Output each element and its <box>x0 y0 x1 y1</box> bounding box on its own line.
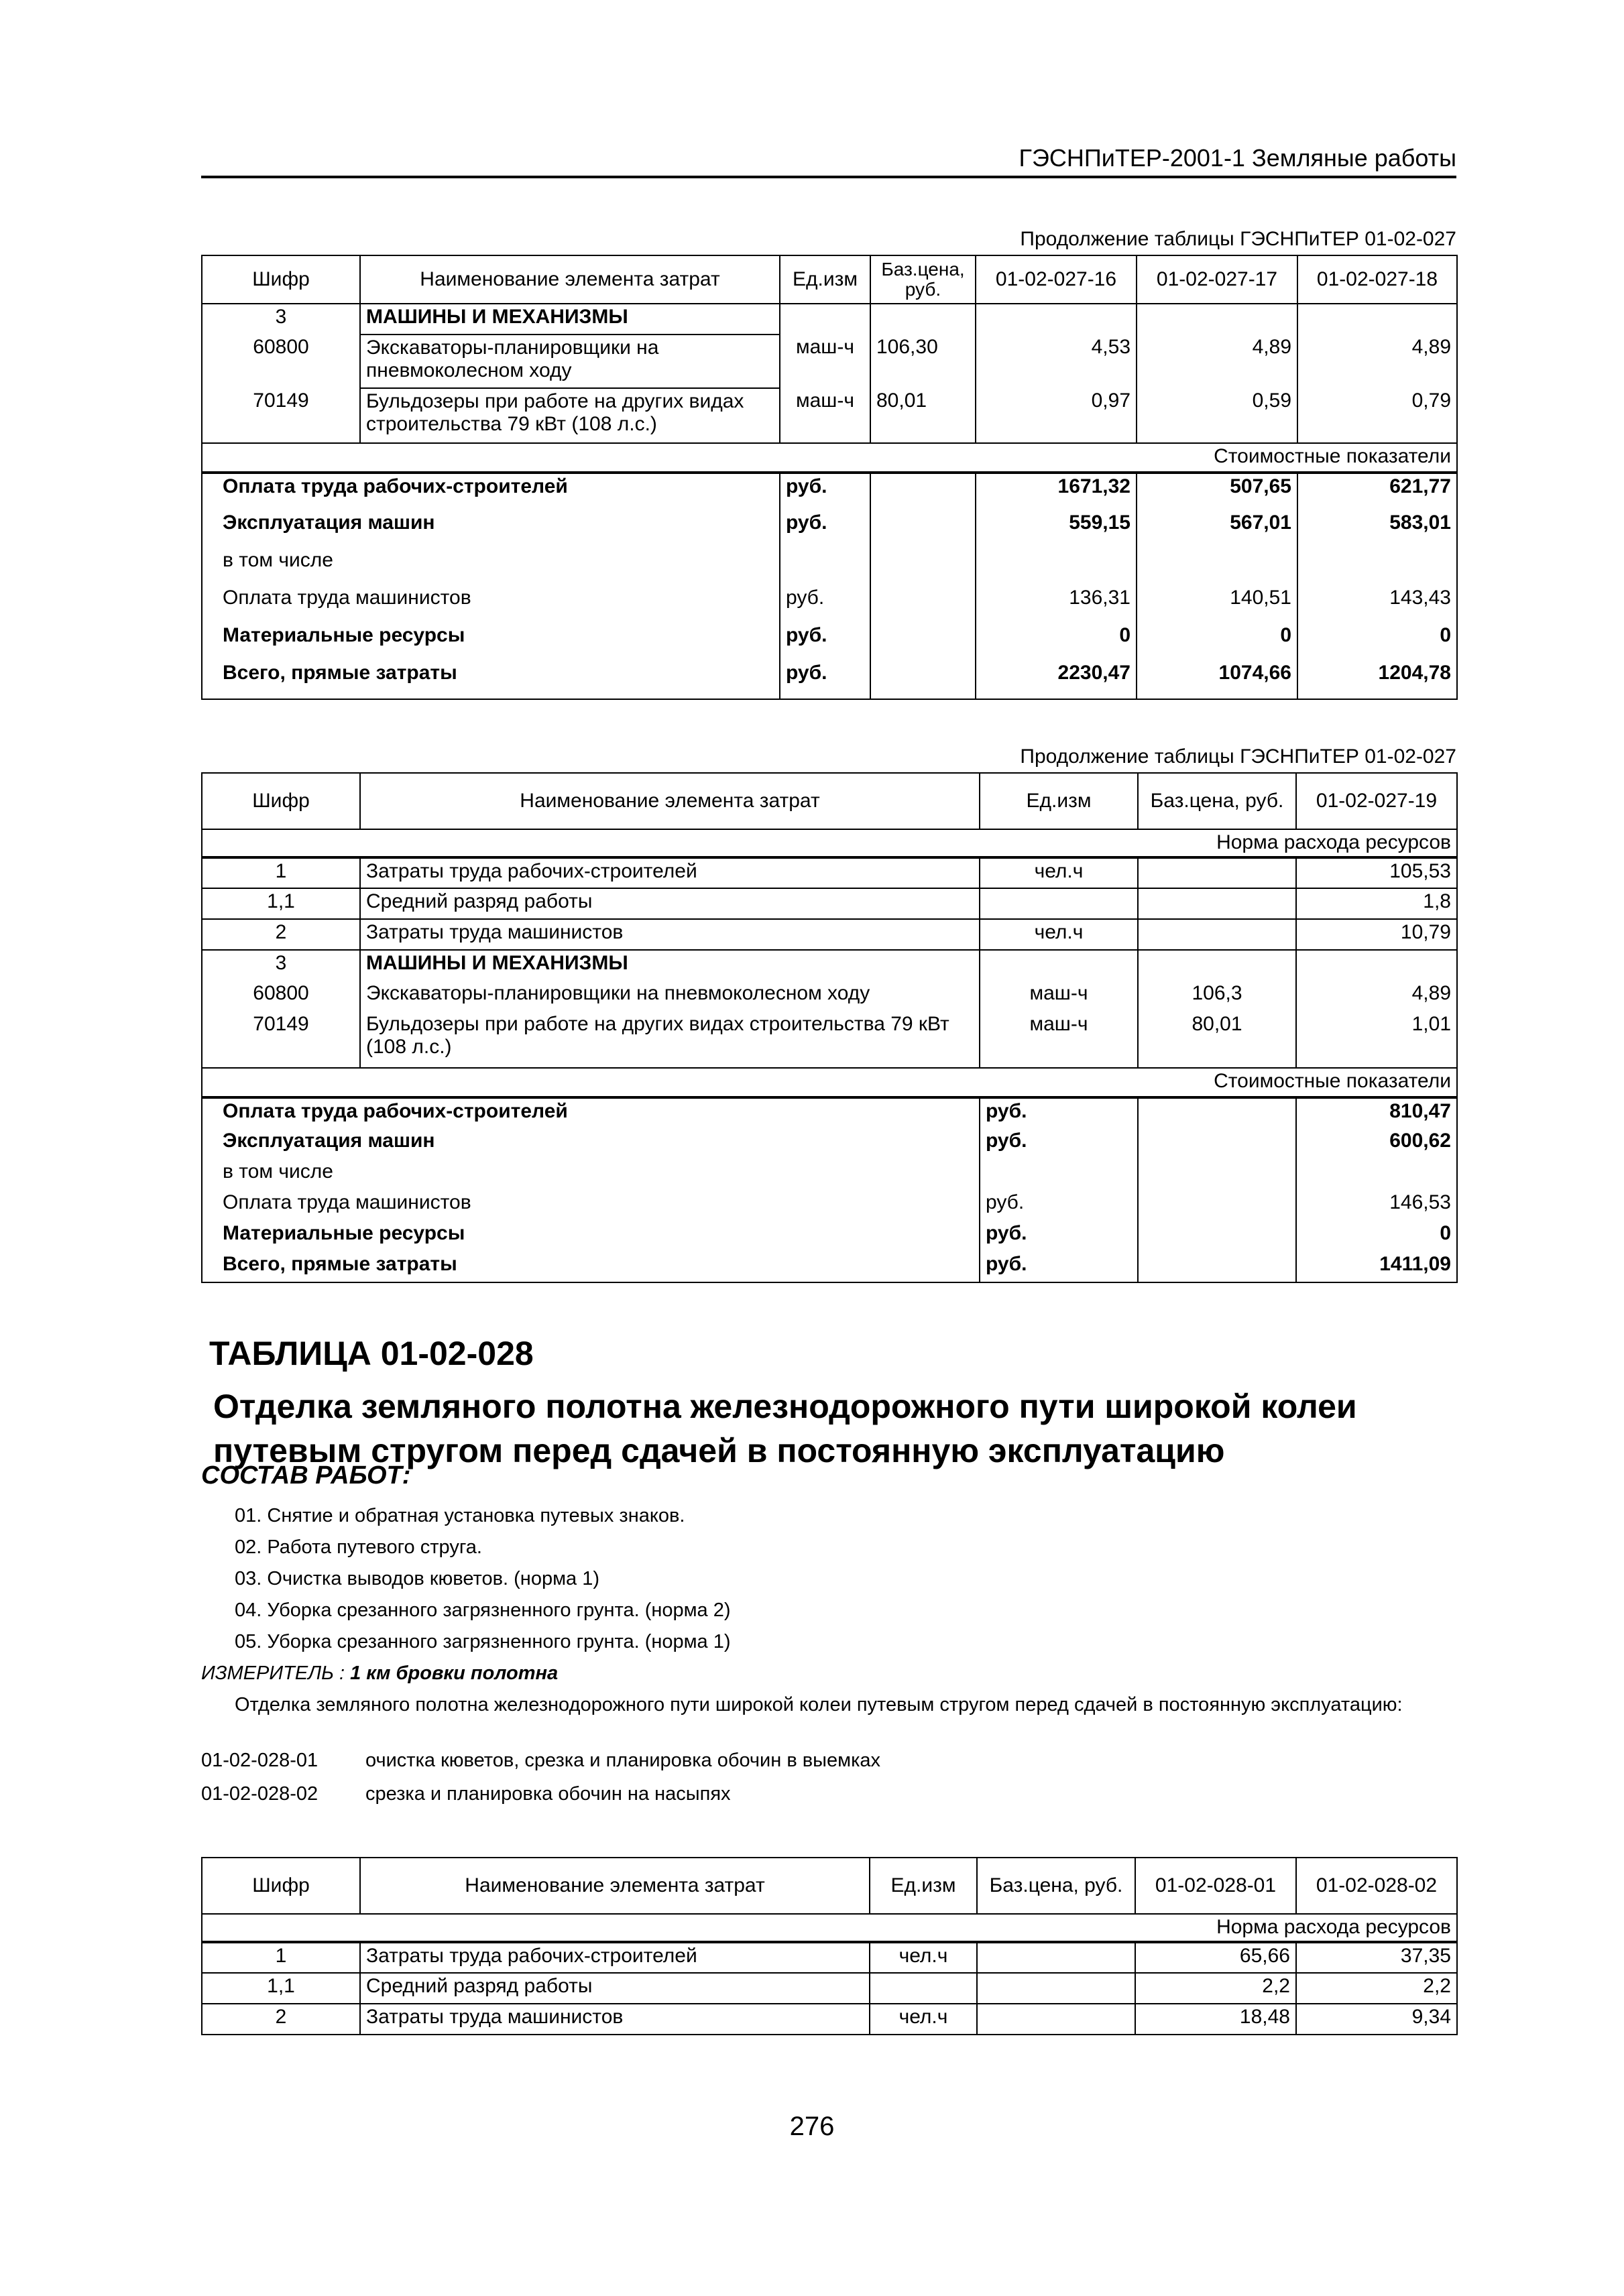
work-item: 03. Очистка выводов кюветов. (норма 1) <box>235 1568 599 1589</box>
value-cell: 1411,09 <box>1296 1252 1457 1282</box>
unit-cell: руб. <box>980 1128 1138 1159</box>
norm-label: Норма расхода ресурсов <box>202 829 1457 857</box>
code-cell: 3 <box>202 304 360 335</box>
cost-row <box>202 1190 1457 1221</box>
value-cell: 2,2 <box>1135 1973 1296 2004</box>
work-item: 02. Работа путевого струга. <box>235 1536 482 1558</box>
col-norm-header: 01-02-027-19 <box>1296 773 1457 829</box>
price-cell <box>870 304 976 335</box>
unit-cell: руб. <box>980 1190 1138 1221</box>
value-cell: 583,01 <box>1297 510 1457 548</box>
value-cell <box>1297 304 1457 335</box>
col-unit-header: Ед.изм <box>870 1858 977 1914</box>
col-unit-header: Ед.изм <box>780 255 870 304</box>
name-cell: Затраты труда рабочих-строителей <box>360 857 980 888</box>
cost-name: Эксплуатация машин <box>202 1128 980 1159</box>
unit-cell: руб. <box>780 623 870 660</box>
table-row <box>202 950 1457 981</box>
price-cell <box>870 510 976 548</box>
running-header: ГЭСНПиТЕР-2001-1 Земляные работы <box>201 141 1456 178</box>
price-cell <box>1138 1252 1296 1282</box>
name-cell: Затраты труда машинистов <box>360 919 980 950</box>
unit-cell <box>870 1973 977 2004</box>
price-cell <box>1138 1190 1296 1221</box>
code-cell: 1,1 <box>202 888 360 919</box>
name-cell: Затраты труда машинистов <box>360 2004 870 2035</box>
price-cell <box>870 660 976 699</box>
norm-label: Норма расхода ресурсов <box>202 1914 1457 1942</box>
cost-section-header <box>202 443 1457 473</box>
name-cell: Затраты труда рабочих-строителей <box>360 1942 870 1973</box>
value-cell: 9,34 <box>1296 2004 1457 2035</box>
unit-cell <box>980 950 1138 981</box>
value-cell <box>1297 548 1457 585</box>
price-cell <box>870 473 976 510</box>
table3 <box>201 1857 1458 2035</box>
value-cell: 37,35 <box>1296 1942 1457 1973</box>
value-cell: 559,15 <box>976 510 1137 548</box>
table-row <box>202 888 1457 919</box>
cost-row <box>202 1159 1457 1190</box>
table2-header-row <box>202 773 1457 829</box>
price-cell <box>977 1942 1135 1973</box>
price-cell <box>1138 1097 1296 1128</box>
work-item: 04. Уборка срезанного загрязненного грунта. (норма 2) <box>235 1599 731 1621</box>
unit-cell: руб. <box>780 510 870 548</box>
cost-row <box>202 585 1457 623</box>
value-cell: 136,31 <box>976 585 1137 623</box>
cost-row <box>202 473 1457 510</box>
value-cell: 143,43 <box>1297 585 1457 623</box>
code-cell: 60800 <box>202 335 360 388</box>
price-cell <box>1138 1159 1296 1190</box>
table2 <box>201 772 1458 1283</box>
name-cell: Средний разряд работы <box>360 1973 870 2004</box>
price-cell <box>870 585 976 623</box>
cost-name: Оплата труда рабочих-строителей <box>202 1097 980 1128</box>
price-cell: 80,01 <box>1138 1012 1296 1068</box>
col-unit-header: Ед.изм <box>980 773 1138 829</box>
value-cell <box>1296 1159 1457 1190</box>
value-cell: 810,47 <box>1296 1097 1457 1128</box>
name-cell: Средний разряд работы <box>360 888 980 919</box>
cost-row <box>202 510 1457 548</box>
price-cell <box>1138 950 1296 981</box>
price-cell <box>1138 888 1296 919</box>
name-cell: Бульдозеры при работе на других видах строительства 79 кВт (108 л.с.) <box>360 1012 980 1068</box>
price-cell <box>977 2004 1135 2035</box>
value-cell: 146,53 <box>1296 1190 1457 1221</box>
cost-name: Оплата труда машинистов <box>202 585 780 623</box>
cost-name: Всего, прямые затраты <box>202 1252 980 1282</box>
price-cell <box>870 548 976 585</box>
code-cell: 70149 <box>202 388 360 443</box>
value-cell: 0 <box>1137 623 1297 660</box>
value-cell: 0,79 <box>1297 388 1457 443</box>
value-cell: 140,51 <box>1137 585 1297 623</box>
col-code-header: Шифр <box>202 773 360 829</box>
unit-cell: руб. <box>780 660 870 699</box>
price-cell: 106,3 <box>1138 981 1296 1012</box>
col-price-header: Баз.цена, руб. <box>977 1858 1135 1914</box>
value-cell: 65,66 <box>1135 1942 1296 1973</box>
unit-cell: маш-ч <box>780 335 870 388</box>
unit-cell: руб. <box>980 1252 1138 1282</box>
unit-cell <box>780 548 870 585</box>
value-cell: 10,79 <box>1296 919 1457 950</box>
price-cell <box>1138 919 1296 950</box>
col-norm-header: 01-02-028-02 <box>1296 1858 1457 1914</box>
value-cell: 4,53 <box>976 335 1137 388</box>
value-cell: 0,59 <box>1137 388 1297 443</box>
table-row <box>202 857 1457 888</box>
cost-label: Стоимостные показатели <box>202 1068 1457 1097</box>
col-price-header: Баз.цена, руб. <box>870 255 976 304</box>
code-cell: 60800 <box>202 981 360 1012</box>
col-norm-header: 01-02-027-18 <box>1297 255 1457 304</box>
unit-cell: маш-ч <box>980 1012 1138 1068</box>
table1 <box>201 255 1458 700</box>
price-cell: 106,30 <box>870 335 976 388</box>
cost-row <box>202 548 1457 585</box>
cost-row <box>202 623 1457 660</box>
value-cell <box>976 548 1137 585</box>
value-cell: 1,01 <box>1296 1012 1457 1068</box>
section-title: ТАБЛИЦА 01-02-028 <box>209 1335 534 1372</box>
norm-section-header <box>202 1914 1457 1942</box>
cost-row <box>202 1128 1457 1159</box>
value-cell: 567,01 <box>1137 510 1297 548</box>
col-code-header: Шифр <box>202 255 360 304</box>
value-cell: 507,65 <box>1137 473 1297 510</box>
name-cell: МАШИНЫ И МЕХАНИЗМЫ <box>360 950 980 981</box>
name-cell: Бульдозеры при работе на других видах строительства 79 кВт (108 л.с.) <box>360 388 780 443</box>
measure-line <box>201 1663 558 1685</box>
cost-label: Стоимостные показатели <box>202 443 1457 473</box>
value-cell: 1671,32 <box>976 473 1137 510</box>
value-cell <box>976 304 1137 335</box>
section-subtitle: Отделка земляного полотна железнодорожного пути широкой колеи путевым стругом перед сдачей в постоянную эксплуатацию <box>213 1388 1357 1469</box>
value-cell: 1,8 <box>1296 888 1457 919</box>
code-cell: 1 <box>202 1942 360 1973</box>
unit-cell: руб. <box>780 585 870 623</box>
measure-label: ИЗМЕРИТЕЛЬ : <box>201 1663 345 1684</box>
unit-cell: руб. <box>780 473 870 510</box>
table2-caption: Продолжение таблицы ГЭСНПиТЕР 01-02-027 <box>1020 745 1456 768</box>
col-norm-header: 01-02-027-16 <box>976 255 1137 304</box>
col-norm-header: 01-02-028-01 <box>1135 1858 1296 1914</box>
price-cell <box>1138 1221 1296 1252</box>
value-cell: 18,48 <box>1135 2004 1296 2035</box>
value-cell: 1074,66 <box>1137 660 1297 699</box>
code-number: 01-02-028-02 <box>201 1783 318 1805</box>
price-cell <box>977 1973 1135 2004</box>
code-text: срезка и планировка обочин на насыпях <box>365 1783 731 1805</box>
value-cell <box>1137 548 1297 585</box>
unit-cell: маш-ч <box>780 388 870 443</box>
table-row <box>202 388 1457 443</box>
cost-row <box>202 1221 1457 1252</box>
cost-row <box>202 1097 1457 1128</box>
table-row <box>202 1012 1457 1068</box>
cost-name: Оплата труда машинистов <box>202 1190 980 1221</box>
cost-name: Оплата труда рабочих-строителей <box>202 473 780 510</box>
name-cell: Экскаваторы-планировщики на пневмоколесном ходу <box>360 335 780 388</box>
table-row <box>202 1973 1457 2004</box>
table-row <box>202 335 1457 388</box>
page-number: 276 <box>789 2112 835 2141</box>
code-line <box>201 1783 731 1805</box>
table1-caption: Продолжение таблицы ГЭСНПиТЕР 01-02-027 <box>1020 228 1456 250</box>
unit-cell: чел.ч <box>980 919 1138 950</box>
value-cell: 0 <box>1297 623 1457 660</box>
value-cell: 4,89 <box>1297 335 1457 388</box>
works-heading: СОСТАВ РАБОТ: <box>201 1461 411 1490</box>
price-cell: 80,01 <box>870 388 976 443</box>
value-cell: 0 <box>976 623 1137 660</box>
value-cell: 4,89 <box>1137 335 1297 388</box>
table-row <box>202 304 1457 335</box>
table-row <box>202 2004 1457 2035</box>
col-name-header: Наименование элемента затрат <box>360 773 980 829</box>
col-price-header: Баз.цена, руб. <box>1138 773 1296 829</box>
value-cell: 0 <box>1296 1221 1457 1252</box>
code-line <box>201 1750 880 1772</box>
unit-cell: чел.ч <box>870 1942 977 1973</box>
unit-cell: маш-ч <box>980 981 1138 1012</box>
table-row <box>202 919 1457 950</box>
col-name-header: Наименование элемента затрат <box>360 1858 870 1914</box>
work-item: 01. Снятие и обратная установка путевых знаков. <box>235 1505 685 1526</box>
norm-section-header <box>202 829 1457 857</box>
code-text: очистка кюветов, срезка и планировка обочин в выемках <box>365 1750 881 1771</box>
price-cell <box>1138 857 1296 888</box>
code-cell: 70149 <box>202 1012 360 1068</box>
value-cell: 105,53 <box>1296 857 1457 888</box>
work-item: 05. Уборка срезанного загрязненного грунта. (норма 1) <box>235 1631 731 1652</box>
code-cell: 3 <box>202 950 360 981</box>
cost-row <box>202 660 1457 699</box>
price-cell <box>1138 1128 1296 1159</box>
section-description: Отделка земляного полотна железнодорожного пути широкой колеи путевым стругом перед сдачей в постоянную эксплуатацию: <box>235 1694 1403 1715</box>
table1-header-row <box>202 255 1457 304</box>
table-row <box>202 1942 1457 1973</box>
price-cell <box>870 623 976 660</box>
cost-name: Материальные ресурсы <box>202 623 780 660</box>
unit-cell: руб. <box>980 1097 1138 1128</box>
unit-cell: чел.ч <box>870 2004 977 2035</box>
col-norm-header: 01-02-027-17 <box>1137 255 1297 304</box>
table3-header-row <box>202 1858 1457 1914</box>
value-cell <box>1296 950 1457 981</box>
col-name-header: Наименование элемента затрат <box>360 255 780 304</box>
code-cell: 1,1 <box>202 1973 360 2004</box>
code-cell: 1 <box>202 857 360 888</box>
cost-section-header <box>202 1068 1457 1097</box>
name-cell: Экскаваторы-планировщики на пневмоколесном ходу <box>360 981 980 1012</box>
measure-value: 1 км бровки полотна <box>350 1663 559 1684</box>
code-cell: 2 <box>202 2004 360 2035</box>
cost-row <box>202 1252 1457 1282</box>
code-number: 01-02-028-01 <box>201 1750 318 1771</box>
value-cell: 1204,78 <box>1297 660 1457 699</box>
value-cell: 2,2 <box>1296 1973 1457 2004</box>
unit-cell <box>980 1159 1138 1190</box>
value-cell: 621,77 <box>1297 473 1457 510</box>
table-row <box>202 981 1457 1012</box>
value-cell: 4,89 <box>1296 981 1457 1012</box>
name-cell: МАШИНЫ И МЕХАНИЗМЫ <box>360 304 780 335</box>
unit-cell <box>780 304 870 335</box>
unit-cell: чел.ч <box>980 857 1138 888</box>
value-cell: 2230,47 <box>976 660 1137 699</box>
cost-name: в том числе <box>202 548 780 585</box>
unit-cell: руб. <box>980 1221 1138 1252</box>
value-cell <box>1137 304 1297 335</box>
value-cell: 600,62 <box>1296 1128 1457 1159</box>
cost-name: Всего, прямые затраты <box>202 660 780 699</box>
cost-name: Эксплуатация машин <box>202 510 780 548</box>
cost-name: в том числе <box>202 1159 980 1190</box>
col-code-header: Шифр <box>202 1858 360 1914</box>
code-cell: 2 <box>202 919 360 950</box>
unit-cell <box>980 888 1138 919</box>
cost-name: Материальные ресурсы <box>202 1221 980 1252</box>
value-cell: 0,97 <box>976 388 1137 443</box>
